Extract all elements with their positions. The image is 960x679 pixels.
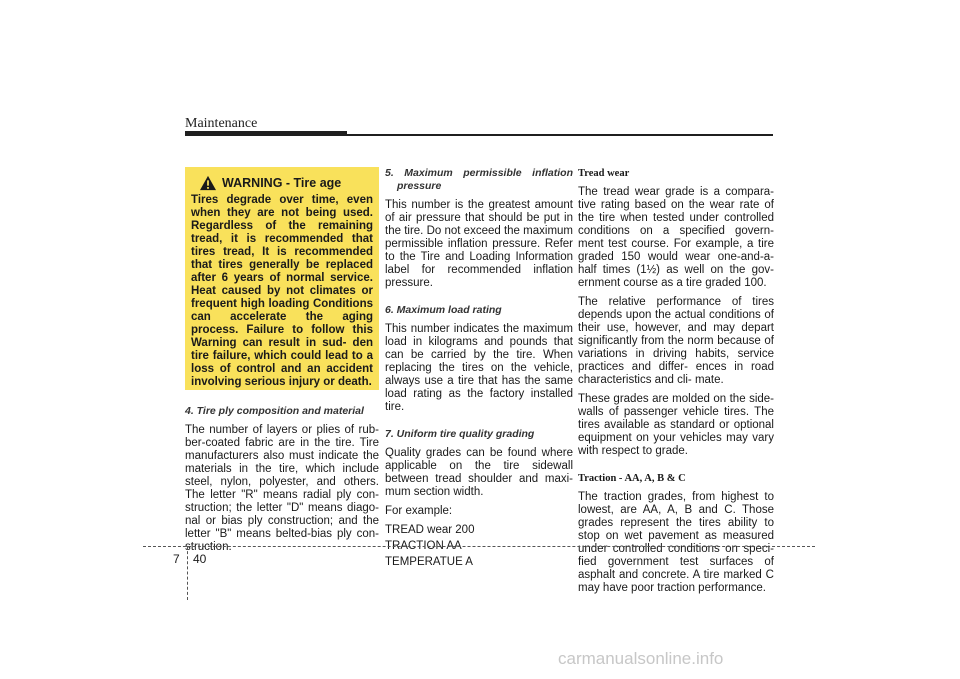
warning-title: WARNING - Tire age xyxy=(222,176,342,190)
traction-text: The traction grades, from highest to lowest, are AA, A, B and C. Those grades represent the tires ability to stop on wet pavement as measured under controlled conditions on speci- fied government test surfaces of asphalt and concrete. A tire marked C may have poor traction performance. xyxy=(578,491,774,594)
tread-wear-text-3: These grades are molded on the side-walls of passenger vehicle tires. The tires available as standard or optional equipment on your vehicles may vary with respect to grade. xyxy=(578,393,774,457)
max-load-heading: 6. Maximum load rating xyxy=(385,304,502,316)
tread-wear-heading: Tread wear xyxy=(578,168,630,179)
page-number: 40 xyxy=(193,552,207,566)
header-rule xyxy=(185,134,773,136)
watermark: carmanualsonline.info xyxy=(558,649,724,668)
column-right xyxy=(578,167,774,601)
example-tread: TREAD wear 200 xyxy=(385,524,475,536)
ply-composition-heading: 4. Tire ply composition and material xyxy=(185,405,364,417)
example-temperature: TEMPERATUE A xyxy=(385,556,473,568)
max-inflation-text: This number is the greatest amount of air pressure that should be put in the tire. Do not exceed the maximum permissible inflation pressure. Refer to the Tire and Loading Information label for recommended inflation pressure. xyxy=(385,199,573,289)
footer-divider xyxy=(187,546,188,600)
quality-grading-heading: 7. Uniform tire quality grading xyxy=(385,428,535,440)
traction-heading: Traction - AA, A, B & C xyxy=(578,473,686,484)
footer-rule xyxy=(143,546,815,547)
example-label: For example: xyxy=(385,505,453,517)
max-load-text: This number indicates the maximum load in kilograms and pounds that can be carried by the tire. When replacing the tires on the vehicle, always use a tire that has the same load rating as the factory installed tire. xyxy=(385,323,573,413)
tread-wear-text-2: The relative performance of tires depends upon the actual conditions of their use, however, and may depart significantly from the norm because of variations in driving habits, service practices and differ- ences in road characteristics and cli- mate. xyxy=(578,296,774,386)
example-traction: TRACTION AA xyxy=(385,540,462,552)
warning-text: Tires degrade over time, even when they are not being used. Regardless of the remaining tread, it is recommended that tires tread, It is recommended that tires generally be replaced after 6 years of normal service. Heat caused by not climates or frequent high loading Conditions can accelerate the aging process. Failure to follow this Warning can result in sud- den tire failure, which could lead to a loss of control and an accident involving serious injury or death. xyxy=(191,194,373,388)
section-title: Maintenance xyxy=(185,116,258,131)
column-middle xyxy=(385,167,573,575)
tread-wear-text-1: The tread wear grade is a compara- tive rating based on the wear rate of the tire when tested under controlled conditions on a specified govern- ment test course. For example, a tire graded 150 would wear one-and-a- half times (1½) as well on the gov- ernment course as a tire graded 100. xyxy=(578,186,774,289)
warning-box xyxy=(185,167,379,390)
quality-grading-text: Quality grades can be found where applicable on the tire sidewall between tread shoulder and maxi- mum section width. xyxy=(385,447,573,498)
max-inflation-heading: 5. Maximum permissible inflation pressure xyxy=(385,167,573,192)
chapter-number: 7 xyxy=(173,552,180,566)
column-left xyxy=(185,405,379,560)
ply-composition-text: The number of layers or plies of rub- ber-coated fabric are in the tire. Tire manufacturers also must indicate the materials in the tire, which include steel, nylon, polyester, and others. The letter "R" means radial ply con- struction; the letter "D" means diago- nal or bias ply construction; and the letter "B" means belted-bias ply con- struction. xyxy=(185,424,379,553)
warning-header xyxy=(199,175,373,191)
warning-triangle-icon xyxy=(199,175,217,191)
